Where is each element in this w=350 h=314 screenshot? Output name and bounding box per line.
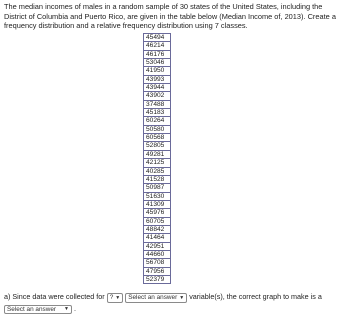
problem-statement: The median incomes of males in a random sample of 30 states of the United States, including the District of Columbia and Puerto Rico, are given in the table below (Median Income of, 2013). Create a frequency distribution and a relative frequency distribution using 7 classes. bbox=[4, 2, 336, 31]
chevron-down-icon: ▼ bbox=[179, 295, 185, 301]
income-cell: 48842 bbox=[144, 225, 171, 233]
income-cell: 47956 bbox=[144, 267, 171, 275]
table-row bbox=[144, 234, 171, 242]
income-cell: 45494 bbox=[144, 34, 171, 42]
table-row bbox=[144, 100, 171, 108]
table-row bbox=[144, 167, 171, 175]
income-cell: 45976 bbox=[144, 209, 171, 217]
question-end: . bbox=[74, 304, 76, 313]
table-row bbox=[144, 67, 171, 75]
income-cell: 49281 bbox=[144, 150, 171, 158]
income-cell: 43993 bbox=[144, 75, 171, 83]
table-row bbox=[144, 150, 171, 158]
income-cell: 51630 bbox=[144, 192, 171, 200]
table-row bbox=[144, 142, 171, 150]
income-cell: 56708 bbox=[144, 259, 171, 267]
table-row bbox=[144, 109, 171, 117]
table-row bbox=[144, 275, 171, 283]
income-cell: 41528 bbox=[144, 175, 171, 183]
table-row bbox=[144, 184, 171, 192]
income-cell: 60705 bbox=[144, 217, 171, 225]
question-middle: variable(s), the correct graph to make is a bbox=[189, 292, 322, 301]
income-cell: 45183 bbox=[144, 109, 171, 117]
table-row bbox=[144, 84, 171, 92]
table-row bbox=[144, 92, 171, 100]
income-cell: 53046 bbox=[144, 59, 171, 67]
income-cell: 42125 bbox=[144, 159, 171, 167]
table-row bbox=[144, 59, 171, 67]
table-row bbox=[144, 242, 171, 250]
income-cell: 46176 bbox=[144, 50, 171, 58]
table-row bbox=[144, 34, 171, 42]
income-cell: 43902 bbox=[144, 92, 171, 100]
chevron-down-icon: ▼ bbox=[64, 306, 69, 312]
table-row bbox=[144, 200, 171, 208]
income-cell: 60264 bbox=[144, 117, 171, 125]
income-cell: 52379 bbox=[144, 275, 171, 283]
income-cell: 37488 bbox=[144, 100, 171, 108]
table-row bbox=[144, 250, 171, 258]
table-row bbox=[144, 209, 171, 217]
income-cell: 41309 bbox=[144, 200, 171, 208]
income-cell: 50987 bbox=[144, 184, 171, 192]
table-row bbox=[144, 50, 171, 58]
table-row bbox=[144, 42, 171, 50]
table-row bbox=[144, 175, 171, 183]
income-cell: 46214 bbox=[144, 42, 171, 50]
income-cell: 52805 bbox=[144, 142, 171, 150]
variable-count-value: ? bbox=[109, 294, 114, 301]
income-cell: 41464 bbox=[144, 234, 171, 242]
table-row bbox=[144, 225, 171, 233]
income-cell: 60568 bbox=[144, 134, 171, 142]
table-row bbox=[144, 192, 171, 200]
table-row bbox=[144, 267, 171, 275]
table-row bbox=[144, 159, 171, 167]
table-row bbox=[144, 117, 171, 125]
question-part-a bbox=[4, 292, 350, 314]
income-table bbox=[143, 33, 171, 284]
table-row bbox=[144, 125, 171, 133]
income-cell: 50580 bbox=[144, 125, 171, 133]
variable-type-select[interactable] bbox=[125, 293, 187, 303]
chevron-down-icon: ▼ bbox=[115, 295, 121, 301]
income-cell: 41950 bbox=[144, 67, 171, 75]
question-prefix: a) Since data were collected for bbox=[4, 292, 105, 301]
graph-type-value: Select an answer bbox=[7, 306, 57, 313]
table-row bbox=[144, 217, 171, 225]
variable-count-select[interactable] bbox=[107, 293, 124, 303]
income-cell: 40285 bbox=[144, 167, 171, 175]
table-row bbox=[144, 134, 171, 142]
income-cell: 42951 bbox=[144, 242, 171, 250]
income-cell: 44660 bbox=[144, 250, 171, 258]
variable-type-value: Select an answer bbox=[128, 294, 178, 301]
income-cell: 43944 bbox=[144, 84, 171, 92]
table-row bbox=[144, 75, 171, 83]
table-row bbox=[144, 259, 171, 267]
